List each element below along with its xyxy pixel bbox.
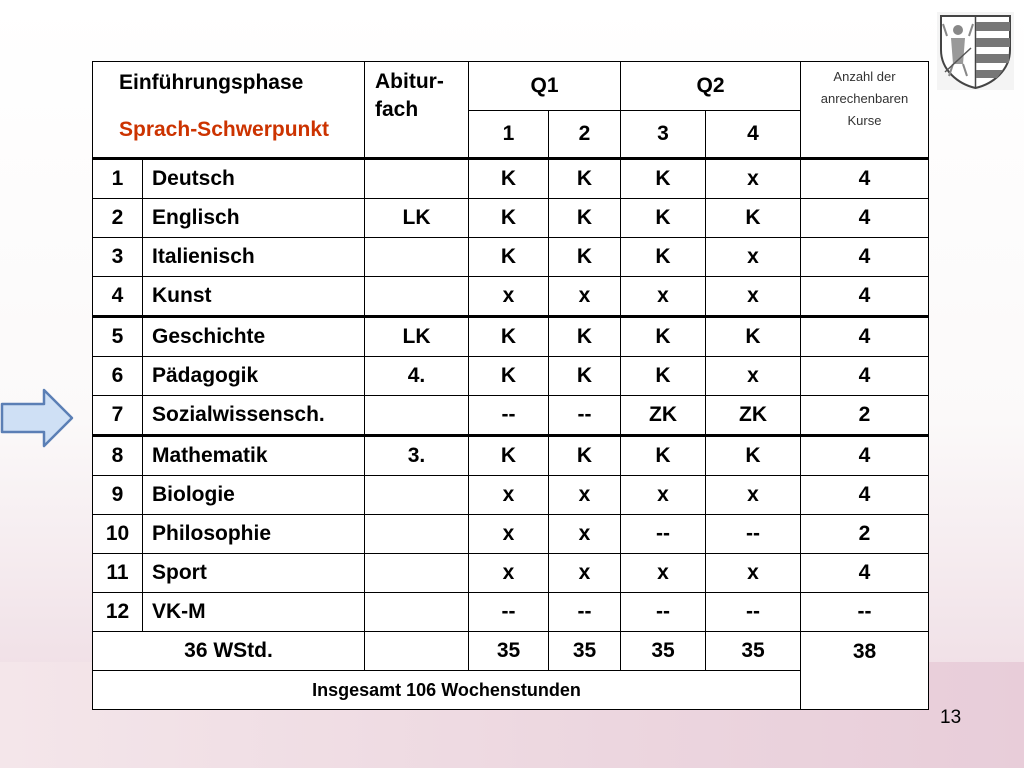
semester-4: x <box>706 159 801 199</box>
totals-label: 36 WStd. <box>93 632 365 671</box>
abitur-subject <box>365 238 469 277</box>
row-number: 4 <box>93 277 143 317</box>
coat-of-arms-icon <box>937 12 1014 90</box>
semester-3: K <box>621 436 706 476</box>
table-row <box>93 357 929 396</box>
course-count: 4 <box>801 554 929 593</box>
row-number: 3 <box>93 238 143 277</box>
row-number: 10 <box>93 515 143 554</box>
table-row <box>93 277 929 317</box>
course-count: 4 <box>801 357 929 396</box>
semester-4: K <box>706 199 801 238</box>
table-row <box>93 396 929 436</box>
table-row <box>93 554 929 593</box>
subject-name: VK-M <box>143 593 365 632</box>
subject-name: Kunst <box>143 277 365 317</box>
abitur-subject <box>365 159 469 199</box>
semester-2: K <box>549 357 621 396</box>
semester-4: x <box>706 277 801 317</box>
row-number: 8 <box>93 436 143 476</box>
semester-4: x <box>706 554 801 593</box>
semester-2: K <box>549 199 621 238</box>
semester-1: -- <box>469 593 549 632</box>
course-count: 2 <box>801 396 929 436</box>
semester-3: -- <box>621 515 706 554</box>
semester-2-header: 2 <box>549 111 621 159</box>
semester-1: K <box>469 159 549 199</box>
semester-3: x <box>621 476 706 515</box>
count-header-line2: anrechenbaren <box>820 91 909 106</box>
abitur-subject: 3. <box>365 436 469 476</box>
course-count: 4 <box>801 159 929 199</box>
semester-2: K <box>549 436 621 476</box>
semester-1: K <box>469 317 549 357</box>
semester-3: K <box>621 317 706 357</box>
semester-1: x <box>469 476 549 515</box>
subject-name: Sozialwissensch. <box>143 396 365 436</box>
subject-name: Geschichte <box>143 317 365 357</box>
table-row <box>93 515 929 554</box>
semester-1: x <box>469 277 549 317</box>
totals-semester-1: 35 <box>469 632 549 671</box>
abitur-subject <box>365 515 469 554</box>
semester-2: K <box>549 159 621 199</box>
row-number: 11 <box>93 554 143 593</box>
semester-2: -- <box>549 593 621 632</box>
semester-3: ZK <box>621 396 706 436</box>
semester-3: K <box>621 357 706 396</box>
subject-name: Englisch <box>143 199 365 238</box>
semester-1: K <box>469 238 549 277</box>
row-number: 2 <box>93 199 143 238</box>
focus-title: Sprach-Schwerpunkt <box>119 118 330 141</box>
subject-name: Deutsch <box>143 159 365 199</box>
row-number: 6 <box>93 357 143 396</box>
semester-3: x <box>621 277 706 317</box>
table-row <box>93 199 929 238</box>
row-number: 9 <box>93 476 143 515</box>
header-row <box>93 62 929 111</box>
semester-4: x <box>706 476 801 515</box>
semester-4: x <box>706 357 801 396</box>
semester-3: -- <box>621 593 706 632</box>
semester-2: K <box>549 238 621 277</box>
totals-semester-2: 35 <box>549 632 621 671</box>
semester-1: K <box>469 199 549 238</box>
semester-3: x <box>621 554 706 593</box>
table-row <box>93 436 929 476</box>
semester-1: x <box>469 554 549 593</box>
phase-title: Einführungsphase <box>119 71 304 94</box>
abitur-subject: LK <box>365 199 469 238</box>
row-number: 7 <box>93 396 143 436</box>
totals-semester-4: 35 <box>706 632 801 671</box>
semester-4: -- <box>706 593 801 632</box>
totals-abitur <box>365 632 469 671</box>
semester-4: -- <box>706 515 801 554</box>
abitur-subject: LK <box>365 317 469 357</box>
abitur-header-line1: Abitur- <box>375 70 444 93</box>
semester-2: x <box>549 476 621 515</box>
count-header <box>801 62 929 159</box>
course-count: 4 <box>801 436 929 476</box>
totals-row <box>93 632 929 671</box>
semester-2: K <box>549 317 621 357</box>
abitur-header-line2: fach <box>375 98 419 121</box>
subject-name: Pädagogik <box>143 357 365 396</box>
q2-header: Q2 <box>621 62 801 111</box>
semester-4-header: 4 <box>706 111 801 159</box>
abitur-subject: 4. <box>365 357 469 396</box>
totals-semester-3: 35 <box>621 632 706 671</box>
table-row <box>93 476 929 515</box>
semester-1: K <box>469 357 549 396</box>
subject-name: Mathematik <box>143 436 365 476</box>
course-count: 4 <box>801 238 929 277</box>
semester-3: K <box>621 159 706 199</box>
row-number: 5 <box>93 317 143 357</box>
semester-4: K <box>706 317 801 357</box>
semester-4: K <box>706 436 801 476</box>
q1-header: Q1 <box>469 62 621 111</box>
semester-1-header: 1 <box>469 111 549 159</box>
subject-name: Philosophie <box>143 515 365 554</box>
semester-2: x <box>549 515 621 554</box>
semester-1: x <box>469 515 549 554</box>
semester-3: K <box>621 199 706 238</box>
arrow-right-icon <box>0 388 75 448</box>
semester-2: x <box>549 554 621 593</box>
semester-2: -- <box>549 396 621 436</box>
header-phase-cell <box>93 62 365 159</box>
course-count: 4 <box>801 317 929 357</box>
course-count: -- <box>801 593 929 632</box>
abitur-subject <box>365 277 469 317</box>
course-table <box>92 61 929 710</box>
subject-name: Biologie <box>143 476 365 515</box>
subject-name: Sport <box>143 554 365 593</box>
semester-3: K <box>621 238 706 277</box>
count-header-line3: Kurse <box>847 113 882 128</box>
semester-1: K <box>469 436 549 476</box>
course-count: 4 <box>801 476 929 515</box>
course-count: 2 <box>801 515 929 554</box>
table-row <box>93 593 929 632</box>
total-hours: Insgesamt 106 Wochenstunden <box>93 671 801 710</box>
course-count: 4 <box>801 199 929 238</box>
abitur-subject <box>365 554 469 593</box>
semester-4: x <box>706 238 801 277</box>
table-row <box>93 159 929 199</box>
semester-3-header: 3 <box>621 111 706 159</box>
table-row <box>93 238 929 277</box>
abitur-subject <box>365 396 469 436</box>
abitur-subject <box>365 593 469 632</box>
row-number: 1 <box>93 159 143 199</box>
subject-name: Italienisch <box>143 238 365 277</box>
abitur-subject <box>365 476 469 515</box>
count-header-line1: Anzahl der <box>833 69 896 84</box>
course-count: 4 <box>801 277 929 317</box>
semester-4: ZK <box>706 396 801 436</box>
semester-2: x <box>549 277 621 317</box>
page-number: 13 <box>940 707 962 728</box>
row-number: 12 <box>93 593 143 632</box>
totals-count: 38 <box>801 632 929 710</box>
abitur-header <box>365 62 469 159</box>
table-row <box>93 317 929 357</box>
semester-1: -- <box>469 396 549 436</box>
